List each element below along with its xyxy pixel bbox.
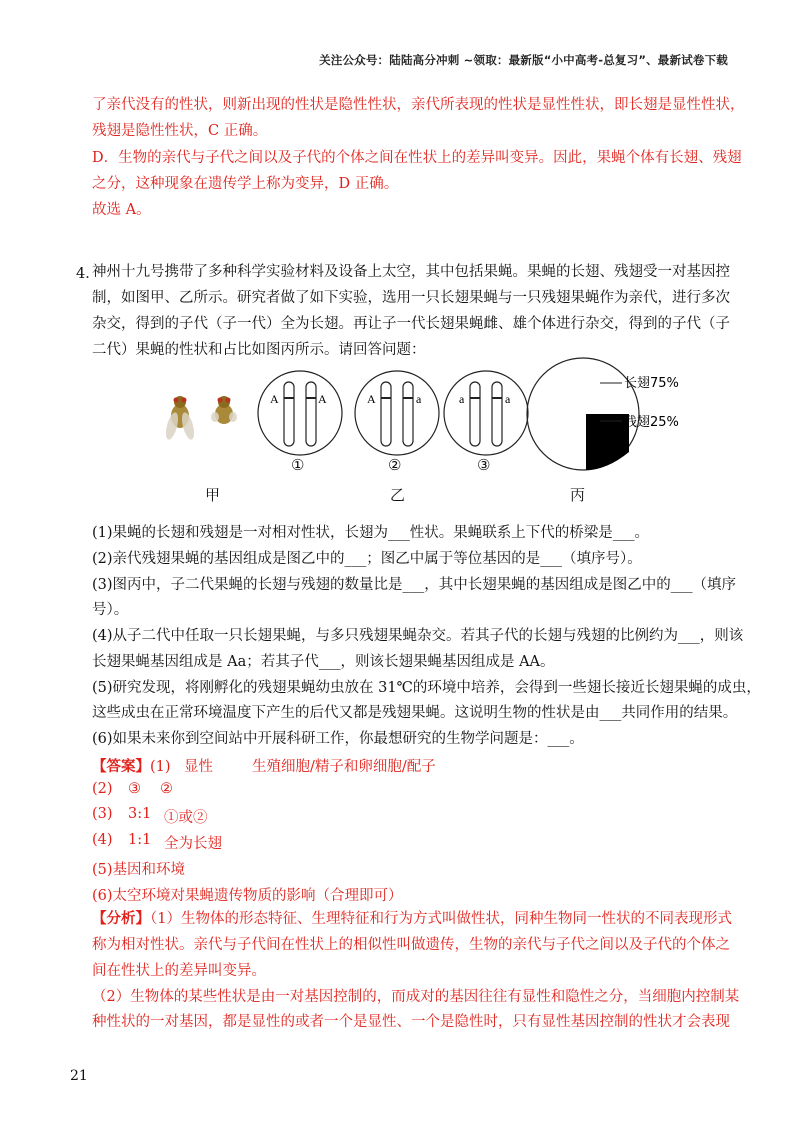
analysis-tag: 【分析】: [92, 910, 150, 927]
sub-question: 这些成虫在正常环境温度下产生的后代又都是残翅果蝇。这说明生物的性状是由___共同作用的结果。: [92, 705, 738, 721]
analysis-line-2: 称为相对性状。亲代与子代间在性状上的相似性叫做遗传，生物的亲代与子代之间以及子代的个体之: [92, 937, 730, 953]
answer-value: 1:1: [128, 832, 152, 848]
sub-question: (3)图丙中，子二代果蝇的长翅与残翅的数量比是___，其中长翅果蝇的基因组成是图乙中的___（填序: [92, 577, 737, 593]
circle-number-2: ②: [388, 456, 402, 474]
answer-row-1: [92, 755, 436, 776]
sub-question: (4)从子二代中任取一只长翅果蝇，与多只残翅果蝇杂交。若其子代的长翅与残翅的比例约为___，则该: [92, 628, 744, 644]
pie-chart: [527, 358, 679, 470]
sub-question: 号）。: [92, 602, 129, 618]
analysis-line-1: [92, 909, 760, 929]
answer-value: 显性: [184, 759, 213, 775]
answer-row-4: [92, 832, 392, 852]
pie-label-short: 残翅25%: [624, 415, 679, 430]
allele-label: A: [270, 392, 279, 406]
allele-label: A: [367, 392, 376, 406]
answer-value: 生殖细胞/精子和卵细胞/配子: [252, 759, 436, 775]
analysis-text: （1）生物体的形态特征、生理特征和行为方式叫做性状，同种生物同一性状的不同表现形式: [150, 911, 732, 927]
question-line: 制，如图甲、乙所示。研究者做了如下实验，选用一只长翅果蝇与一只残翅果蝇作为亲代，进行多次: [92, 290, 730, 306]
answer-num: (2): [92, 781, 113, 797]
chromosome-cell-3: [444, 371, 528, 455]
answer-num: (1): [150, 759, 171, 775]
allele-label: a: [459, 392, 465, 406]
answer-num: (3): [92, 806, 113, 822]
figure-label-bing: 丙: [570, 486, 586, 504]
sub-question: (2)亲代残翅果蝇的基因组成是图乙中的___；图乙中属于等位基因的是___（填序号）。: [92, 551, 642, 567]
sub-question: (1)果蝇的长翅和残翅是一对相对性状，长翅为___性状。果蝇联系上下代的桥梁是___。: [92, 525, 650, 541]
fly-icon: [164, 396, 197, 441]
answer-value: ②: [160, 781, 173, 797]
allele-label: a: [416, 392, 422, 406]
answer-row-6: (6)太空环境对果蝇遗传物质的影响（合理即可）: [92, 888, 403, 904]
fly-icon: [211, 396, 237, 424]
intro-line-2: 残翅是隐性性状，C 正确。: [92, 123, 268, 139]
analysis-line-4: （2）生物体的某些性状是由一对基因控制的，而成对的基因往往有显性和隐性之分，当细胞内控制某: [92, 989, 740, 1005]
answer-tag: 【答案】: [92, 758, 150, 775]
pie-label-long: 长翅75%: [624, 376, 679, 391]
sub-question: (5)研究发现，将刚孵化的残翅果蝇幼虫放在 31℃的环境中培养，会得到一些翅长接近长翅果蝇的成虫，: [92, 680, 761, 696]
answer-value: ③: [128, 781, 141, 797]
circle-number-1: ①: [291, 456, 305, 474]
answer-row-3: [92, 806, 392, 826]
question-line: 神州十九号携带了多种科学实验材料及设备上太空，其中包括果蝇。果蝇的长翅、残翅受一对基因控: [92, 264, 730, 280]
intro-line-1: 了亲代没有的性状，则新出现的性状是隐性性状，亲代所表现的性状是显性性状，即长翅是显性性状，: [92, 97, 745, 113]
answer-row-2: [92, 781, 392, 797]
circle-number-3: ③: [477, 456, 491, 474]
figure-label-jia: 甲: [205, 486, 221, 504]
analysis-line-3: 间在性状上的差异叫变异。: [92, 963, 266, 979]
answer-value: 3:1: [128, 806, 152, 822]
chromosome-cell-1: [258, 371, 342, 455]
chromosome-cell-2: [355, 371, 439, 455]
question-line: 杂交，得到的子代（子一代）全为长翅。再让子一代长翅果蝇雌、雄个体进行杂交，得到的子代（子: [92, 316, 730, 332]
figure: [160, 356, 720, 506]
answer-value: ①或②: [164, 810, 208, 826]
allele-label: a: [505, 392, 511, 406]
question-number: 4．: [76, 266, 100, 282]
allele-label: A: [318, 392, 327, 406]
figure-label-yi: 乙: [390, 486, 406, 504]
analysis-line-5: 种性状的一对基因，都是显性的或者一个是显性、一个是隐性时，只有显性基因控制的性状才会表现: [92, 1014, 730, 1030]
pie-slice-short-wing: [586, 414, 629, 470]
page-number: 21: [70, 1068, 88, 1084]
figure-svg: [160, 356, 720, 506]
page-header: 关注公众号：陆陆高分冲刺 ~领取：最新版“小中高考-总复习”、最新试卷下载: [319, 53, 728, 67]
question-line: 二代）果蝇的性状和占比如图丙所示。请回答问题：: [92, 342, 426, 358]
intro-line-3: D．生物的亲代与子代之间以及子代的个体之间在性状上的差异叫变异。因此，果蝇个体有长翅、残翅: [92, 150, 742, 166]
answer-num: (4): [92, 832, 113, 848]
sub-question: (6)如果未来你到空间站中开展科研工作，你最想研究的生物学问题是：___。: [92, 731, 584, 747]
answer-row-5: (5)基因和环境: [92, 862, 186, 878]
intro-line-4: 之分，这种现象在遗传学上称为变异，D 正确。: [92, 176, 399, 192]
intro-line-5: 故选 A。: [92, 202, 151, 218]
sub-question: 长翅果蝇基因组成是 Aa；若其子代___，则该长翅果蝇基因组成是 AA。: [92, 654, 555, 670]
answer-value: 全为长翅: [164, 836, 222, 852]
